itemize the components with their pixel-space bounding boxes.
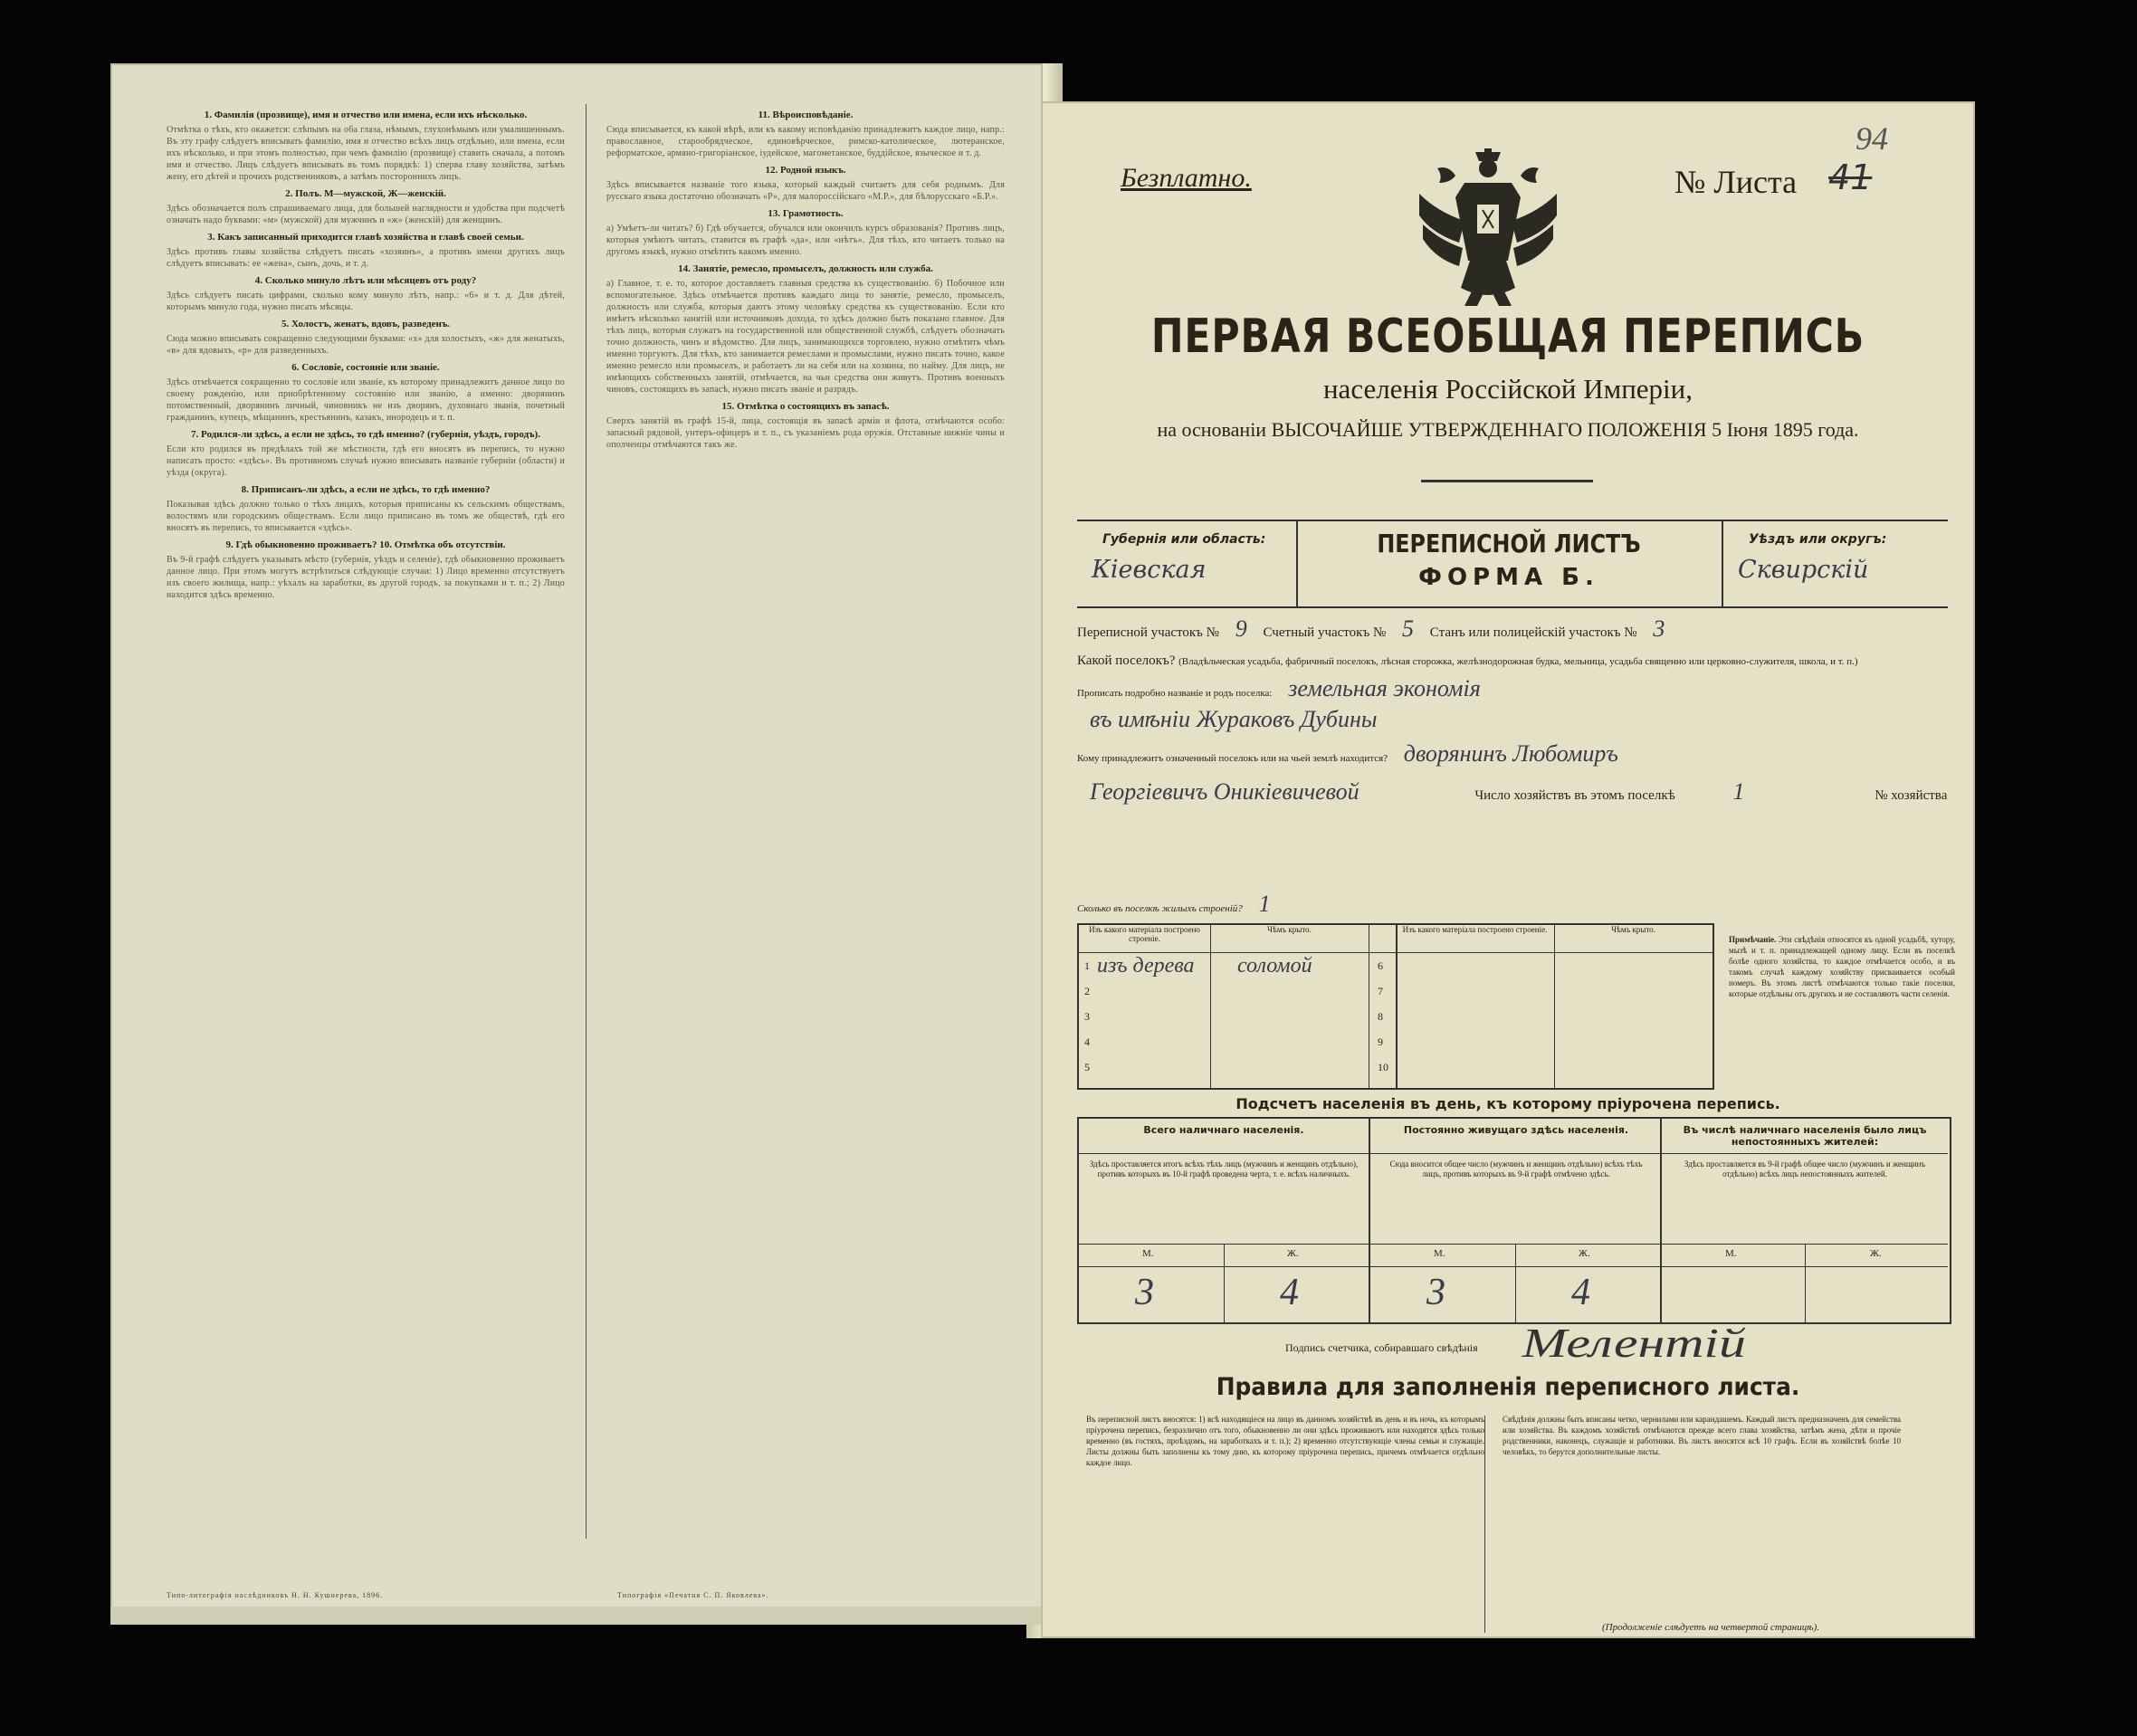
instruction-text: Показывая здѣсь должно только о тѣхъ лицахъ, которыя приписаны къ сельскимъ обществамъ, волостямъ или городскимъ обществамъ. Если лицо приписано въ томъ же обществѣ, гдѣ его вносятъ въ перепись, то вписывается «здѣсь». — [167, 500, 565, 533]
permanent-male-count: 3 — [1426, 1272, 1445, 1313]
printer-imprint-right: Типографія «Печатня С. П. Яковлева». — [617, 1591, 769, 1599]
instruction-text: Здѣсь противъ главы хозяйства слѣдуетъ писать «хозяинъ», а противъ имени другихъ лицъ слѣдуетъ вписывать: ее «жена», сынъ, дочь, и т. д. — [167, 247, 565, 269]
owner-label: Кому принадлежитъ означенный поселокъ или на чьей землѣ находится? — [1077, 753, 1388, 764]
instruction-heading: 2. Полъ. М—мужской, Ж—женскій. — [285, 188, 446, 199]
owner-value: дворянинъ Любомиръ — [1403, 740, 1618, 767]
form-name: ФОРМА Б. — [1418, 564, 1599, 591]
count-split — [1224, 1244, 1225, 1322]
female-label: Ж. — [1287, 1248, 1299, 1259]
instruction-text: Здѣсь обозначается полъ спрашиваемаго лица, для большей наглядности и удобства при подсчетѣ означать надо буквами: «м» (мужской) для мужчинъ и «ж» (женскій) для женщинъ. — [167, 204, 565, 225]
instruction-text: Здѣсь отмѣчается сокращенно то сословіе или званіе, къ которому принадлежитъ данное лицо по своему рожденію, или приобрѣтенному состоянію или званію, а именно: дворянинъ потомственный, дворянинъ личный, чиновникъ не изъ дворянъ, духовнаго званія, почетный гражданинъ, купецъ, мѣщанинъ, крестьянинъ, казакъ, инородецъ и т. п. — [167, 377, 565, 423]
count-desc: Здѣсь проставляется въ 9-й графѣ общее число (мужчинъ и женщинъ отдѣльно) всѣхъ лицъ непостоянныхъ жителей. — [1684, 1159, 1926, 1178]
continuation-note: (Продолженіе слѣдуетъ на четвертой страницѣ). — [1602, 1622, 1819, 1633]
instruction-text: Отмѣтка о тѣхъ, кто окажется: слѣпымъ на оба глаза, нѣмымъ, глухонѣмымъ или умалишеннымъ. Въ эту графу слѣдуетъ вписывать фамилію, имя и отчество всѣхъ лицъ отдѣльно, или имена, если ихъ нѣсколько, и при этомъ полностью, при чемъ фамилію (прозвище) ставить сначала, а потомъ имя и отчество. Лицъ слѣдуетъ вписывать въ томъ порядкѣ: 1) сперва главу хозяйства, затѣмъ жену, его дѣтей и прочихъ родственниковъ, а затѣмъ постороннихъ лицъ. — [167, 125, 565, 182]
count-desc: Здѣсь проставляется итогъ всѣхъ тѣхъ лицъ (мужчинъ и женщинъ отдѣльно), противъ которыхъ въ 10-й графѣ проведена черта, т. е. всѣхъ наличныхъ. — [1089, 1159, 1359, 1178]
free-of-charge-label: Безплатно. — [1121, 163, 1252, 193]
printer-imprint-left: Типо-литографія наслѣдниковъ Н. Н. Кушнерева, 1896. — [167, 1591, 384, 1599]
gubernia-value: Кіевская — [1092, 556, 1207, 584]
count-col-permanent — [1369, 1119, 1662, 1322]
dwelling-row-number: 5 — [1084, 1061, 1090, 1073]
count-precinct-value: 5 — [1402, 615, 1415, 642]
enumerator-signature: Мелентій — [1522, 1320, 1746, 1366]
dwell-col-roof: Чѣмъ крыто. — [1210, 925, 1369, 953]
instruction-heading: 9. Гдѣ обыкновенно проживаетъ? 10. Отмѣтка объ отсутствіи. — [225, 539, 506, 550]
household-no-label: № хозяйства — [1875, 788, 1948, 803]
owner-line-2 — [1077, 778, 1948, 806]
dwell-row1-roof: соломой — [1237, 954, 1312, 978]
instruction-heading: 12. Родной языкъ. — [765, 165, 846, 176]
dwellings-line — [1077, 891, 1948, 918]
sheet-number-value: 41 — [1828, 157, 1873, 197]
column-divider — [586, 104, 587, 1539]
dwellings-label: Сколько въ поселкѣ жилыхъ строеній? — [1077, 903, 1243, 914]
instructions-column-1 — [167, 104, 565, 1534]
dwell-col-material: Изъ какого матеріала построено строеніе. — [1079, 925, 1210, 953]
count-head: Всего наличнаго населенія. — [1079, 1119, 1369, 1154]
owner-value-2: Георгіевичъ Оникіевичевой — [1090, 778, 1359, 805]
instruction-heading: 13. Грамотность. — [768, 208, 844, 219]
precinct-value: 9 — [1235, 615, 1247, 642]
dwellings-value: 1 — [1258, 891, 1271, 917]
uezd-label: Уѣздъ или округъ: — [1749, 532, 1887, 547]
double-headed-eagle-emblem-icon — [1419, 148, 1557, 307]
count-sex-row — [1370, 1244, 1662, 1267]
instruction-heading: 8. Приписанъ-ли здѣсь, а если не здѣсь, то гдѣ именно? — [241, 484, 491, 495]
rules-title: Правила для заполненія переписного листа. — [1216, 1373, 1800, 1401]
page-edge — [110, 1607, 1043, 1625]
female-label: Ж. — [1579, 1248, 1590, 1259]
dwelling-row-number: 4 — [1084, 1035, 1090, 1048]
instruction-heading: 7. Родился-ли здѣсь, а если не здѣсь, то гдѣ именно? (губернія, уѣздъ, городъ). — [191, 429, 540, 440]
instruction-heading: 15. Отмѣтка о состоящихъ въ запасѣ. — [721, 401, 890, 412]
form-header-block — [1077, 520, 1948, 608]
dwellings-table — [1077, 923, 1714, 1090]
dwell-divider — [1396, 925, 1398, 1088]
gubernia-label: Губернія или область: — [1102, 532, 1266, 547]
dwelling-row-number: 6 — [1378, 959, 1383, 972]
note-title: Примѣчаніе. — [1729, 935, 1777, 944]
count-precinct-label: Счетный участокъ № — [1263, 625, 1387, 640]
present-male-count: 3 — [1135, 1272, 1154, 1313]
dwell-divider — [1210, 925, 1211, 1088]
uezd-cell — [1722, 521, 1950, 606]
households-label: Число хозяйствъ въ этомъ поселкѣ — [1474, 788, 1675, 803]
form-title-cell — [1298, 521, 1720, 606]
count-desc: Сюда вносится общее число (мужчинъ и женщинъ отдѣльно) всѣхъ тѣхъ лицъ, противъ которыхъ въ 9-й графѣ отмѣчено здѣсь. — [1389, 1159, 1643, 1178]
instruction-text: Если кто родился въ предѣлахъ той же мѣстности, гдѣ его вносятъ въ перепись, то нужно написать просто: «здѣсь». Въ противномъ случаѣ нужно вписывать названіе губерніи (области) и уѣзда (округа). — [167, 444, 565, 478]
form-heading: ПЕРЕПИСНОЙ ЛИСТЪ — [1377, 529, 1641, 558]
dwelling-row-number: 3 — [1084, 1010, 1090, 1023]
instruction-heading: 11. Вѣроисповѣданіе. — [758, 110, 854, 120]
instruction-heading: 14. Занятіе, ремесло, промыселъ, должность или служба. — [678, 263, 933, 274]
instruction-heading: 3. Какъ записанный приходится главѣ хозяйства и главѣ своей семьи. — [207, 232, 524, 243]
female-label: Ж. — [1870, 1248, 1882, 1259]
dwelling-row-number: 2 — [1084, 985, 1090, 997]
left-page-instructions — [110, 63, 1043, 1625]
settlement-label: Какой поселокъ? — [1077, 653, 1176, 668]
enumerator-signature-label: Подпись счетчика, собиравшаго свѣдѣнія — [1285, 1341, 1478, 1354]
permanent-female-count: 4 — [1571, 1272, 1590, 1313]
instruction-heading: 4. Сколько минуло лѣтъ или мѣсяцевъ отъ роду? — [254, 275, 477, 286]
gubernia-cell — [1077, 521, 1298, 606]
settlement-line-3 — [1077, 706, 1948, 733]
households-value: 1 — [1732, 778, 1745, 805]
settlement-hint-2: Прописать подробно названіе и родъ поселка: — [1077, 688, 1273, 699]
instruction-text: а) Главное, т. е. то, которое доставляетъ главныя средства къ существованію. б) Побочное или вспомогательное. Здѣсь отмѣчается противъ каждаго лица то занятіе, ремесло, промыселъ, должность или служба, которыя даютъ этому человѣку средства къ существованію. Если кто имѣетъ нѣсколько занятій или источниковъ дохода, то здѣсь должно быть показано главное. Для тѣхъ лицъ, которыя служатъ на государственной или общественной службѣ, слѣдуетъ обозначать точно должность, чинъ и вѣдомство. Для лицъ, занимающихся торговлею, нужно отмѣтить чѣмъ именно торгуютъ. Для тѣхъ, кто занимается ремеслами и промыслами, нужно писать точно, какое именно ремесло или промыселъ, и работаетъ ли на себя или на хозяина, по найму. Для лицъ, не имѣющихъ собственныхъ занятій, отмѣчается, на чьи средства они живутъ. Противъ военныхъ чиновъ, состоящихъ въ запасѣ, нужно писать званіе и разрядъ. — [606, 279, 1005, 395]
count-col-present — [1079, 1119, 1369, 1322]
male-label: М. — [1434, 1248, 1445, 1259]
dwelling-row-number: 7 — [1378, 985, 1383, 997]
male-label: М. — [1142, 1248, 1154, 1259]
dwell-divider — [1554, 925, 1555, 1088]
count-head: Постоянно живущаго здѣсь населенія. — [1370, 1119, 1662, 1154]
rules-text-1: Въ переписной листъ вносятся: 1) всѣ находящіеся на лицо въ данномъ хозяйствѣ въ день и въ ночь, къ которымъ пріурочена перепись, безразлично отъ того, обыкновенно ли они здѣсь проживаютъ или находятся здѣсь только временно (въ гостяхъ, проѣздомъ, на заработкахъ и т. п.); 2) временно отсутствующіе члены семьи и служащіе. Листы должны быть заполнены къ тому дню, къ которому пріурочена перепись, причемъ отмѣчается отдѣльно каждое лицо. — [1086, 1415, 1484, 1467]
count-split — [1805, 1244, 1806, 1322]
dwell-col-spacer — [1369, 925, 1396, 953]
count-head: Въ числѣ наличнаго населенія было лицъ непостоянныхъ жителей: — [1662, 1119, 1948, 1154]
owner-line — [1077, 740, 1948, 768]
settlement-value-2: въ имѣніи Жураковъ Дубины — [1090, 706, 1378, 732]
instruction-text: Сюда вписывается, къ какой вѣрѣ, или къ какому исповѣданію принадлежитъ каждое лицо, напр.: православное, старообрядческое, единовѣрческое, римско-католическое, лютеранское, реформатское, армяно-григоріанское, іудейское, магометанское, буддійское, языческое и т. д. — [606, 125, 1005, 158]
settlement-line-2 — [1077, 675, 1948, 702]
note-body: Эти свѣдѣнія относятся къ одной усадьбѣ, хутору, мызѣ и т. п. принадлежащей одному лицу. Если въ поселкѣ болѣе одного хозяйства, то каждое отмѣчается особо, и въ такомъ случаѣ каждому хозяйству присваивается особый номеръ. Въ этомъ листѣ отмѣчаются только такіе поселки, которые отдѣльны отъ другихъ и не составляютъ части селенія. — [1729, 935, 1955, 998]
instruction-text: Сюда можно вписывать сокращенно следующими буквами: «х» для холостыхъ, «ж» для женатыхъ, «в» для вдовыхъ, «р» для разведенныхъ. — [167, 334, 565, 356]
instruction-text: а) Умѣетъ-ли читать? б) Гдѣ обучается, обучался или окончилъ курсъ образованія? Противъ лицъ, которыя умѣютъ читать, ставится въ графѣ «да», или «нѣтъ». Для тѣхъ, кто читаетъ только на другомъ языкѣ, нужно отмѣтить какомъ именно. — [606, 224, 1005, 257]
precinct-line — [1077, 615, 1948, 643]
census-subtitle: населенія Россійской Имперіи, — [1322, 373, 1693, 405]
instruction-text: Здѣсь слѣдуетъ писать цифрами, сколько кому минуло лѣтъ, напр.: «6» и т. д. Для дѣтей, которымъ минуло года, нужно писать мѣсяцы. — [167, 291, 565, 312]
precinct-label: Переписной участокъ № — [1077, 625, 1219, 640]
present-female-count: 4 — [1280, 1272, 1299, 1313]
instruction-text: Въ 9-й графѣ слѣдуетъ указывать мѣсто (губернія, уѣздъ и селеніе), гдѣ обыкновенно проживаетъ данное лицо. При этомъ могутъ встрѣтиться слѣдующіе случаи: 1) Лицо временно отсутствуетъ изъ своего жилища, напр.: уѣхалъ на заработки, въ другой городъ, за покупками и т. п.; 2) Лицо находится здѣсь временно. — [167, 555, 565, 600]
archive-page-number: 94 — [1856, 120, 1888, 157]
dwelling-row-number: 9 — [1378, 1035, 1383, 1048]
sheet-number-label: № Листа — [1674, 164, 1798, 200]
legal-basis: на основаніи ВЫСОЧАЙШЕ УТВЕРЖДЕННАГО ПОЛОЖЕНІЯ 5 Іюня 1895 года. — [1157, 418, 1859, 441]
census-title: ПЕРВАЯ ВСЕОБЩАЯ ПЕРЕПИСЬ — [1150, 310, 1865, 364]
dwell-row1-material: изъ дерева — [1097, 954, 1195, 978]
note-text — [1729, 934, 1955, 1088]
count-col-transient — [1660, 1119, 1948, 1322]
stan-label: Станъ или полицейскій участокъ № — [1429, 625, 1637, 640]
settlement-line — [1077, 653, 1948, 669]
uezd-value: Сквирскій — [1738, 556, 1869, 584]
instruction-text: Здѣсь вписывается названіе того языка, который каждый считаетъ для себя роднымъ. Для русскаго языка достаточно обозначать «Р», для малороссійскаго «М.Р.», для бѣлорусскаго «Б.Р.». — [606, 180, 1005, 202]
rules-text-2: Свѣдѣнія должны быть вписаны четко, чернилами или карандашемъ. Каждый листъ предназначенъ для семейства или хозяйства. Въ каждомъ хозяйствѣ отмѣчаются прежде всего глава хозяйства, затѣмъ жена, дѣти и прочіе родственники, наконецъ, служащіе и работники. Въ листъ вносятся всѣ 10 графъ. Если въ хозяйствѣ болѣе 10 человѣкъ, то берутся дополнительные листы. — [1503, 1415, 1901, 1456]
dwelling-row-number: 8 — [1378, 1010, 1383, 1023]
instruction-heading: 6. Сословіе, состояніе или званіе. — [291, 362, 440, 373]
dwelling-row-number: 1 — [1084, 959, 1090, 972]
dwell-col-roof-2: Чѣмъ крыто. — [1554, 925, 1712, 953]
instructions-column-2 — [606, 104, 1005, 1534]
population-count-title: Подсчетъ населенія въ день, къ которому пріурочена перепись. — [1235, 1095, 1780, 1112]
settlement-hint: (Владѣльческая усадьба, фабричный поселокъ, лѣсная сторожка, желѣзнодорожная будка, мельница, усадьба священно или церковно-служителя, школа, и т. п.) — [1178, 656, 1858, 667]
instruction-heading: 1. Фамилія (прозвище), имя и отчество или имена, если ихъ нѣсколько. — [204, 110, 528, 120]
right-page-census-form — [1041, 101, 1975, 1638]
dwelling-row-number: 10 — [1378, 1061, 1388, 1073]
male-label: М. — [1725, 1248, 1737, 1259]
count-split — [1515, 1244, 1516, 1322]
instruction-text: Сверхъ занятій въ графѣ 15-й, лица, состоящія въ запасѣ арміи и флота, отмѣчаются особо: запасный рядовой, унтеръ-офицеръ и т. п., съ указаніемъ рода оружія. Отставные нижніе чины и ополченцы отмѣчаются такъ же. — [606, 416, 1005, 450]
rules-divider — [1484, 1416, 1485, 1633]
settlement-value: земельная экономія — [1288, 675, 1481, 701]
population-count-table — [1077, 1117, 1951, 1324]
instruction-heading: 5. Холостъ, женатъ, вдовъ, разведенъ. — [281, 319, 451, 329]
stan-value: 3 — [1653, 615, 1665, 642]
dwell-col-material-2: Изъ какого матеріала построено строеніе. — [1396, 925, 1554, 953]
title-rule — [1421, 480, 1593, 482]
